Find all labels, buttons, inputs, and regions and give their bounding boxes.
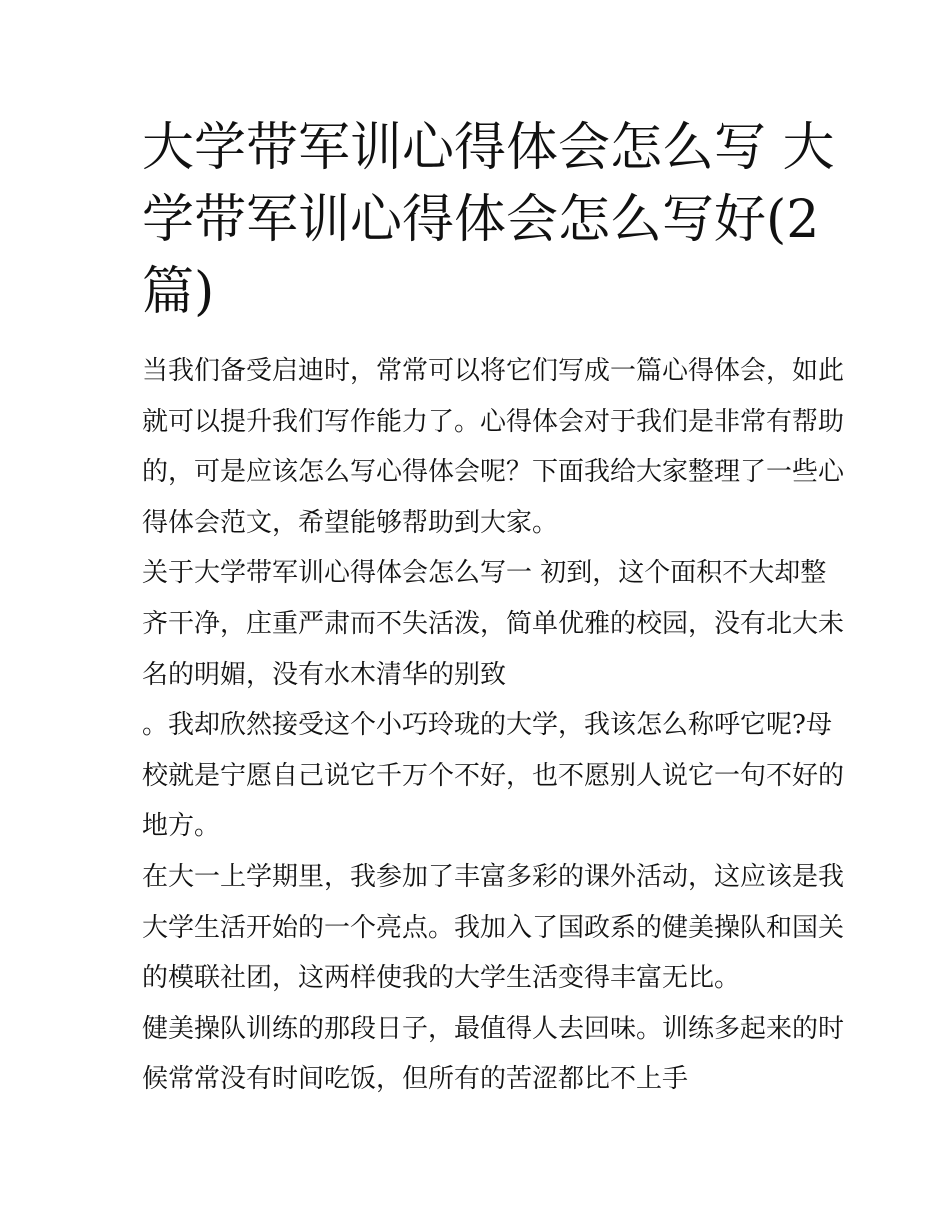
text-line: 的，可是应该怎么写心得体会呢？下面我给大家整理了一些心 xyxy=(142,457,845,488)
text-line: 就可以提升我们写作能力了。心得体会对于我们是非常有帮助 xyxy=(142,406,845,437)
text-line: 得体会范文，希望能够帮助到大家。 xyxy=(142,507,559,538)
text-line: 候常常没有时间吃饭，但所有的苦涩都比不上手 xyxy=(142,1064,689,1095)
text-line: 健美操队训练的那段日子，最值得人去回味。训练多起来的时 xyxy=(142,1013,845,1044)
document-title xyxy=(142,112,835,328)
text-line: 名的明媚，没有水木清华的别致 xyxy=(142,659,507,690)
title-line: 大学带军训心得体会怎么写 大 xyxy=(142,118,835,178)
text-line: 的模联社团，这两样使我的大学生活变得丰富无比。 xyxy=(142,963,741,994)
text-line: 校就是宁愿自己说它千万个不好，也不愿别人说它一句不好的 xyxy=(142,760,845,791)
title-line: 篇) xyxy=(142,262,215,322)
paragraph-section-one xyxy=(142,548,845,700)
document-page xyxy=(142,112,845,1105)
text-line: 齐干净，庄重严肃而不失活泼，简单优雅的校园，没有北大未 xyxy=(142,608,845,639)
paragraph-activities xyxy=(142,852,845,1004)
text-line: 关于大学带军训心得体会怎么写一 初到，这个面积不大却整 xyxy=(142,558,827,589)
text-line: 在大一上学期里，我参加了丰富多彩的课外活动，这应该是我 xyxy=(142,861,845,892)
text-line: 大学生活开始的一个亮点。我加入了国政系的健美操队和国关 xyxy=(142,912,845,943)
paragraph-training xyxy=(142,1004,845,1105)
text-line: 地方。 xyxy=(142,811,221,842)
paragraph-intro xyxy=(142,346,845,548)
text-line: 当我们备受启迪时，常常可以将它们写成一篇心得体会，如此 xyxy=(142,356,845,386)
text-line: 。我却欣然接受这个小巧玲珑的大学，我该怎么称呼它呢?母 xyxy=(142,710,832,741)
paragraph-alma-mater xyxy=(142,700,845,852)
document-body xyxy=(142,346,845,1105)
title-line: 学带军训心得体会怎么写好(2 xyxy=(142,190,820,250)
